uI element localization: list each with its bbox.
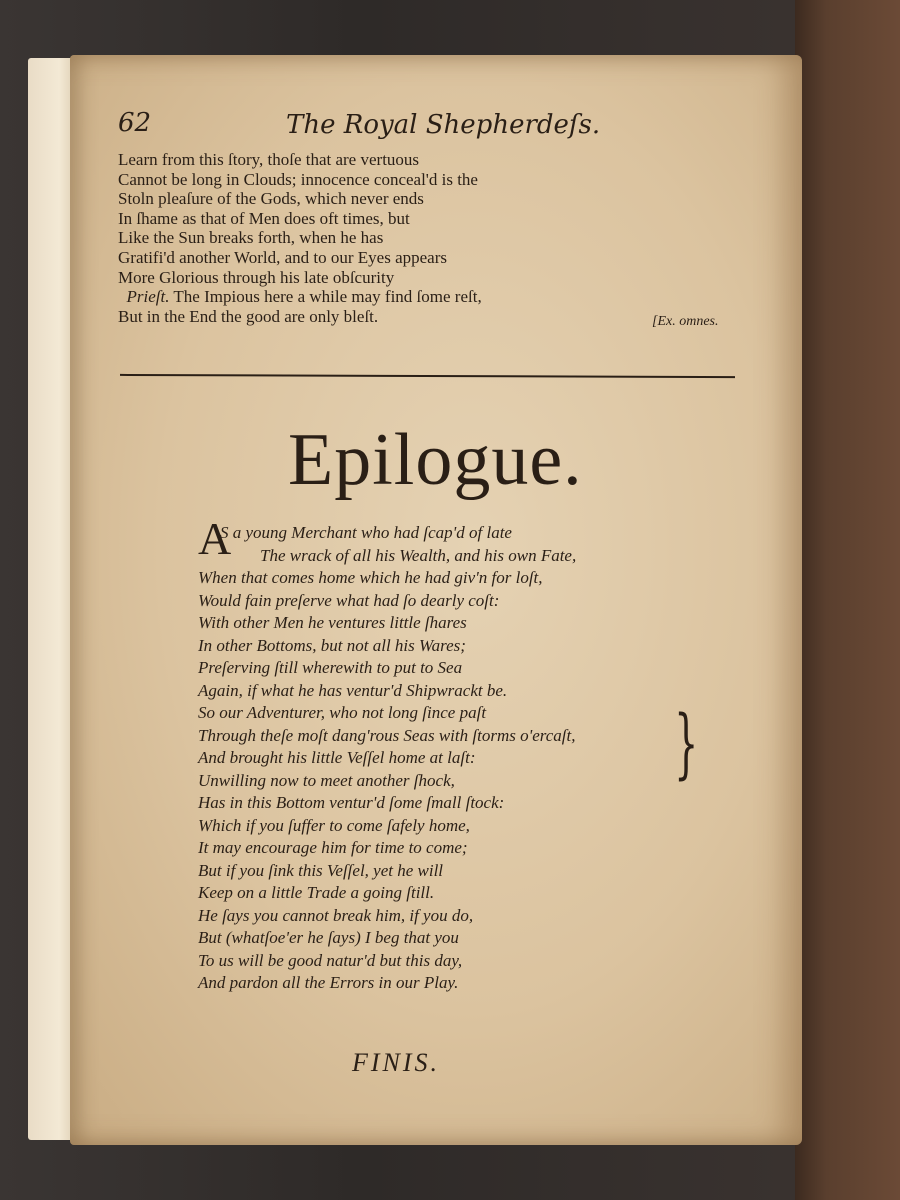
verse-line: Gratifi'd another World, and to our Eyes appears (118, 247, 448, 267)
closing-verse (118, 150, 678, 326)
page-header (118, 108, 601, 144)
running-head: The Royal Shepherdeſs. (286, 110, 601, 140)
verse-line: Like the Sun breaks forth, when he has (118, 228, 384, 248)
epilogue-verse (198, 513, 658, 995)
verse-line: In ſhame as that of Men does oft times, but (118, 208, 410, 228)
verse-line: To us will be good natur'd but this day, (198, 950, 463, 970)
epilogue-title: Epilogue. (288, 419, 583, 501)
verse-line: More Glorious through his late obſcurity (118, 267, 395, 287)
verse-line: He ſays you cannot break him, if you do, (198, 905, 474, 925)
drop-cap: A (198, 513, 232, 564)
finis-label: FINIS. (352, 1048, 441, 1077)
verse-line: In other Bottoms, but not all his Wares; (198, 635, 466, 655)
verse-line: Which if you ſuffer to come ſafely home, (198, 815, 470, 835)
stage-direction: [Ex. omnes. (652, 314, 719, 329)
verse-line-text: S a young Merchant who had ſcap'd of late (220, 523, 512, 542)
verse-line (198, 545, 658, 568)
verse-line: But in the End the good are only bleſt. (118, 306, 379, 326)
page-number: 62 (118, 108, 152, 138)
book-cover-right (795, 0, 900, 1200)
triplet-brace: } (674, 698, 699, 787)
verse-line: Learn from this ſtory, thoſe that are vertuous (118, 150, 420, 169)
verse-line: But if you ſink this Veſſel, yet he will (198, 860, 444, 880)
verse-line: Would fain preſerve what had ſo dearly coſt: (198, 590, 500, 610)
verse-line: Has in this Bottom ventur'd ſome ſmall ſtock: (198, 793, 505, 812)
verse-line-text: The wrack of all his Wealth, and his own Fate, (260, 545, 577, 565)
verse-line: Keep on a little Trade a going ſtill. (198, 883, 435, 902)
verse-line: And brought his little Veſſel home at laſt: (198, 748, 476, 767)
priest-line (118, 287, 678, 307)
verse-line: And pardon all the Errors in our Play. (198, 973, 459, 992)
verse-line: Stoln pleaſure of the Gods, which never ends (118, 189, 424, 209)
verse-line: Cannot be long in Clouds; innocence conceal'd is the (118, 169, 478, 189)
verse-line: It may encourage him for time to come; (198, 838, 468, 857)
verse-line: Again, if what he has ventur'd Shipwrackt be. (198, 680, 508, 700)
verse-line: When that comes home which he had giv'n for loſt, (198, 568, 543, 587)
speaker-name: Prieſt. (126, 287, 170, 307)
verse-line: Unwilling now to meet another ſhock, (198, 770, 455, 790)
verse-line: Through theſe moſt dang'rous Seas with ſtorms o'ercaſt, (198, 725, 576, 745)
priest-line-text: The Impious here a while may find ſome reſt, (173, 287, 482, 307)
verse-line: With other Men he ventures little ſhares (198, 613, 467, 632)
verse-line: So our Adventurer, who not long ſince paſt (198, 703, 487, 722)
verse-line: But (whatſoe'er he ſays) I beg that you (198, 928, 459, 947)
verse-line: Preſerving ſtill wherewith to put to Sea (198, 658, 463, 677)
